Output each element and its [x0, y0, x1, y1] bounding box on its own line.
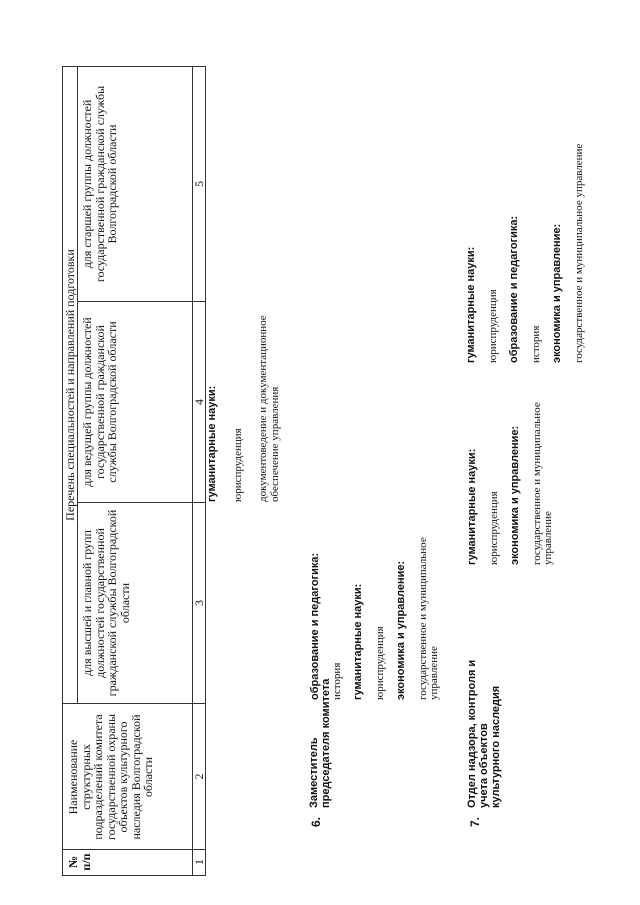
perechen-header: Перечень специальностей и направлений подготовки	[63, 249, 77, 521]
section-heading: образование и педагогика:	[309, 552, 321, 700]
row6-col3	[310, 500, 441, 700]
section-heading: экономика и управление:	[395, 560, 407, 700]
specialty-item: документоведение и документационное обеспечение управления	[257, 315, 281, 502]
index-5: 5	[192, 181, 206, 187]
specialty-item: история	[529, 325, 542, 363]
section-heading: гуманитарные науки:	[465, 246, 477, 363]
specialty-item: юриспруденция	[231, 428, 244, 502]
num-header: № п/п	[66, 853, 93, 871]
col-divider-2	[63, 703, 206, 704]
specialty-item: юриспруденция	[373, 626, 386, 700]
row7-col4	[466, 143, 585, 363]
section-heading: экономика и управление:	[551, 223, 563, 363]
specialty-item: государственное и муниципальное управление	[572, 143, 585, 363]
index-1: 1	[192, 859, 206, 865]
specialty-item: юриспруденция	[486, 289, 499, 363]
section-heading: образование и педагогика:	[508, 215, 520, 363]
section-heading: экономика и управление:	[509, 425, 521, 565]
col4-header: для ведущей группы должностей государственной гражданской службы Волгоградской области	[80, 317, 119, 487]
specialty-item: государственное и муниципальное управление	[530, 402, 554, 565]
index-4: 4	[192, 399, 206, 405]
perechen-underline	[77, 67, 78, 704]
col-divider-4	[77, 301, 206, 302]
col-divider-3	[77, 502, 206, 503]
col-divider-1	[63, 849, 206, 850]
index-3: 3	[192, 600, 206, 606]
name-header: Наименование структурных подразделений комитета государственной охраны объектов культурного наследия Волгоградской области	[66, 713, 155, 841]
row-name: Отдел надзора, контроля и учета объектов культурного наследия	[466, 659, 502, 808]
specialty-item: история	[330, 662, 343, 700]
section-heading: гуманитарные науки:	[352, 583, 364, 700]
row-number: 7.	[468, 816, 482, 827]
section-heading: гуманитарные науки:	[206, 385, 218, 502]
continued-col4	[207, 302, 281, 502]
section-heading: гуманитарные науки:	[466, 448, 478, 565]
row-name: Заместитель председателя комитета	[308, 678, 332, 808]
specialty-item: юриспруденция	[487, 491, 500, 565]
col5-header: для старшей группы должностей государственной гражданской службы Волгоградской области	[80, 85, 119, 283]
row-number: 6.	[309, 816, 323, 827]
col3-header: для высшей и главной групп должностей государственной гражданской службы Волгоградской области	[80, 509, 132, 697]
row7-col3	[467, 365, 555, 565]
header-table	[62, 66, 206, 876]
specialty-item: государственное и муниципальное управление	[416, 537, 440, 700]
index-2: 2	[192, 773, 206, 780]
